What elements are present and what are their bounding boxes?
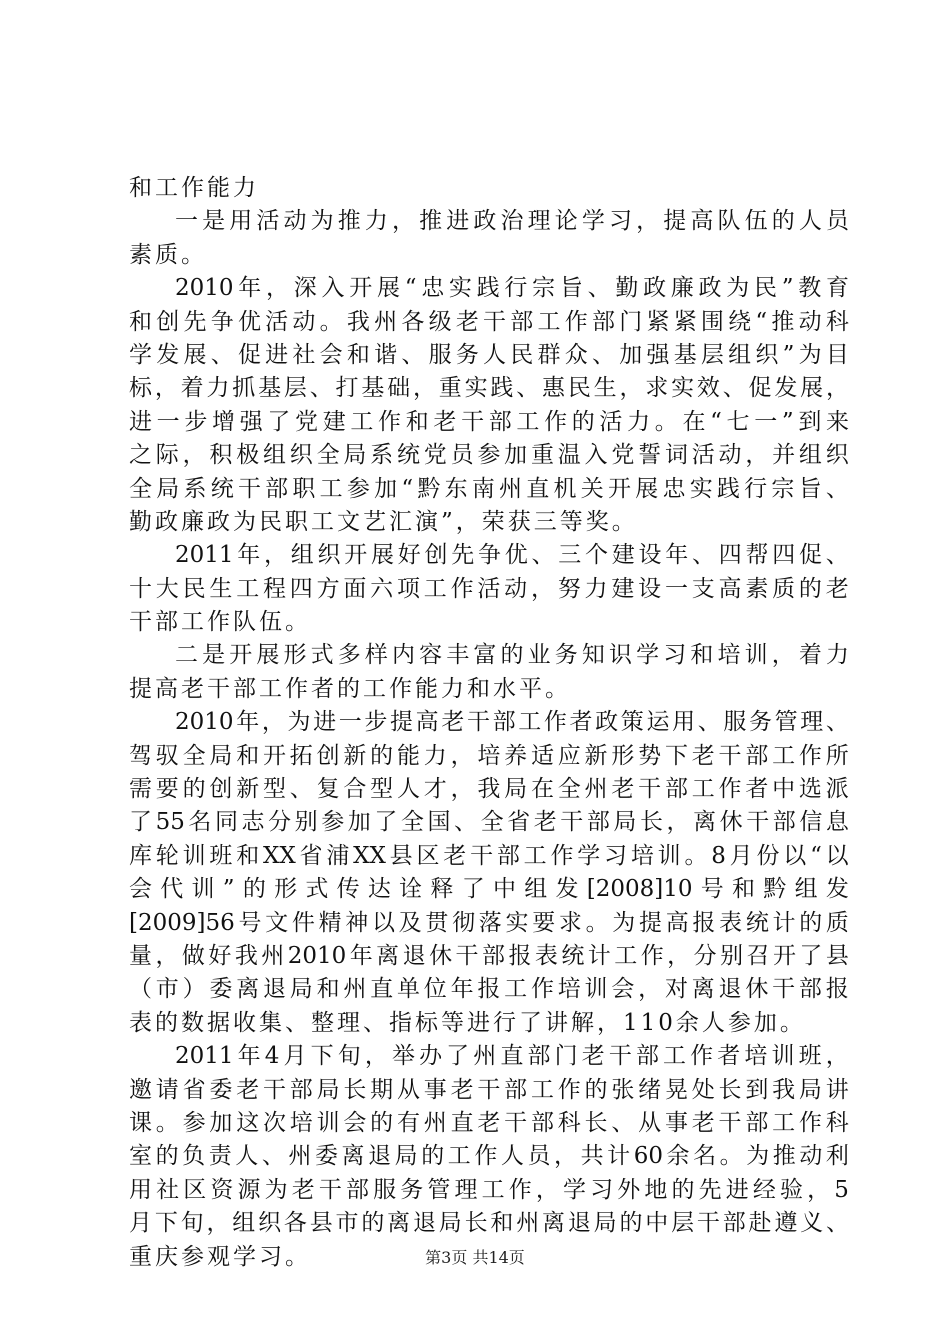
text-line: 素质。: [129, 241, 207, 268]
text-line: （ 市 ） 委 离 退 局 和 州 直 单 位 年 报 工 作 培 训 会 ， 对 离 退 休 干 部 报: [129, 976, 849, 1003]
text-line: 2011 年 4 月 下 旬 ， 举 办 了 州 直 部 门 老 干 部 工 作 者 培 训 班 ，: [175, 1043, 849, 1070]
text-line: 2010 年 ， 为 进 一 步 提 高 老 干 部 工 作 者 政 策 运 用 、 服 务 管 理 、: [175, 709, 849, 736]
text-line: 进 一 步 增 强 了 党 建 工 作 和 老 干 部 工 作 的 活 力 。 在 “ 七 一 ” 到 来: [129, 408, 849, 435]
text-line: 勤政廉政为民职工文艺汇演”，荣获三等奖。: [129, 508, 638, 535]
text-line: 和工作能力: [129, 175, 259, 201]
text-line: 驾 驭 全 局 和 开 拓 创 新 的 能 力 ， 培 养 适 应 新 形 势 下 老 干 部 工 作 所: [129, 742, 849, 769]
text-line: 全 局 系 统 干 部 职 工 参 加 “ 黔 东 南 州 直 机 关 开 展 忠 实 践 行 宗 旨 、: [129, 475, 849, 502]
text-line: 2010 年 ， 深 入 开 展 “ 忠 实 践 行 宗 旨 、 勤 政 廉 政 为 民 ” 教 育: [175, 275, 849, 302]
text-line: 二 是 开 展 形 式 多 样 内 容 丰 富 的 业 务 知 识 学 习 和 培 训 ， 着 力: [175, 642, 849, 669]
text-line: 需 要 的 创 新 型 、 复 合 型 人 才 ， 我 局 在 全 州 老 干 部 工 作 者 中 选 派: [129, 776, 849, 803]
text-line: 表的数据收集、整理、指标等进行了讲解，110余人参加。: [129, 1009, 806, 1036]
text-line: 之 际 ， 积 极 组 织 全 局 系 统 党 员 参 加 重 温 入 党 誓 词 活 动 ， 并 组 织: [129, 442, 849, 469]
text-line: 月 下 旬 ， 组 织 各 县 市 的 离 退 局 长 和 州 离 退 局 的 中 层 干 部 赴 遵 义 、: [129, 1210, 849, 1237]
page-number-label: 第3页 共14页: [425, 1248, 525, 1267]
text-line: 和 创 先 争 优 活 动 。 我 州 各 级 老 干 部 工 作 部 门 紧 紧 围 绕 “ 推 动 科: [129, 308, 849, 335]
document-body: [129, 172, 849, 1274]
text-line: 标 ， 着 力 抓 基 层 、 打 基 础 ， 重 实 践 、 惠 民 生 ， 求 实 效 、 促 发 展 ，: [129, 375, 849, 402]
text-line: 了 55 名 同 志 分 别 参 加 了 全 国 、 全 省 老 干 部 局 长 ， 离 休 干 部 信 息: [129, 809, 849, 836]
text-line: 课 。 参 加 这 次 培 训 会 的 有 州 直 老 干 部 科 长 、 从 事 老 干 部 工 作 科: [129, 1109, 849, 1136]
text-line: 2011 年 ， 组 织 开 展 好 创 先 争 优 、 三 个 建 设 年 、 四 帮 四 促 、: [175, 542, 849, 569]
text-line: 用 社 区 资 源 为 老 干 部 服 务 管 理 工 作 ， 学 习 外 地 的 先 进 经 验 ， 5: [129, 1176, 849, 1203]
text-line: 库 轮 训 班 和 XX 省 浦 XX 县 区 老 干 部 工 作 学 习 培 训 。 8 月 份 以 “ 以: [129, 842, 849, 869]
page-footer: [0, 1245, 950, 1268]
text-line: [2009]56 号 文 件 精 神 以 及 贯 彻 落 实 要 求 。 为 提 高 报 表 统 计 的 质: [129, 909, 849, 936]
text-line: 学 发 展 、 促 进 社 会 和 谐 、 服 务 人 民 群 众 、 加 强 基 层 组 织 ” 为 目: [129, 341, 849, 368]
text-line: 提高老干部工作者的工作能力和水平。: [129, 675, 571, 702]
text-line: 量 ， 做 好 我 州 2010 年 离 退 休 干 部 报 表 统 计 工 作 ， 分 别 召 开 了 县: [129, 942, 849, 969]
text-line: 室 的 负 责 人 、 州 委 离 退 局 的 工 作 人 员 ， 共 计 60 余 名 。 为 推 动 利: [129, 1143, 849, 1170]
text-line: 会 代 训 ” 的 形 式 传 达 诠 释 了 中 组 发 [2008]10 号 和 黔 组 发: [129, 876, 849, 903]
text-line: 邀 请 省 委 老 干 部 局 长 期 从 事 老 干 部 工 作 的 张 绪 晃 处 长 到 我 局 讲: [129, 1076, 849, 1103]
text-line: 一 是 用 活 动 为 推 力 ， 推 进 政 治 理 论 学 习 ， 提 高 队 伍 的 人 员: [175, 208, 849, 235]
text-line: 十 大 民 生 工 程 四 方 面 六 项 工 作 活 动 ， 努 力 建 设 一 支 高 素 质 的 老: [129, 575, 849, 602]
text-line: 干部工作队伍。: [129, 609, 311, 636]
text-line: 重庆参观学习。: [129, 1243, 311, 1270]
